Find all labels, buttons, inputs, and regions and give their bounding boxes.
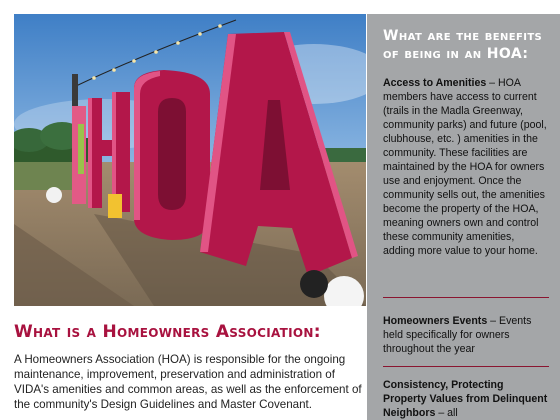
benefit-heading: Homeowners Events (383, 315, 488, 327)
hoa-sign-photo (14, 14, 366, 306)
benefit-access-to-amenities (383, 76, 549, 258)
benefit-heading: Access to Amenities (383, 77, 487, 89)
main-heading: What is a Homeowners Association: (14, 322, 321, 342)
benefit-text: – Events held specifically for owners throughout the year (383, 315, 532, 355)
benefit-consistency (383, 378, 549, 420)
benefits-sidebar (367, 14, 560, 420)
sidebar-divider (383, 297, 549, 298)
main-body-text: A Homeowners Association (HOA) is responsible for the ongoing maintenance, improvement, preservation and administration of VIDA's amenities and common areas, as well as the enforcement of the community's Design Guidelines and Master Covenant. (14, 353, 362, 411)
benefit-text: – all (435, 407, 458, 419)
sidebar-divider (383, 366, 549, 367)
benefit-heading: Consistency, Protecting Property Values from Delinquent Neighbors (383, 379, 548, 419)
benefit-text: – HOA members have access to current (trails in the Madla Greenway, community parks) and future (pool, clubhouse, etc. ) amenities in the community. These facilities are maintained by the HOA for owners use and enjoyment. Once the community sells out, the amenities become the property of the HOA, meaning owners own and control these community amenities, adding more value to your home. (383, 77, 547, 257)
sidebar-heading: What are the benefits of being in an HOA: (383, 28, 543, 62)
benefit-homeowners-events (383, 314, 549, 356)
